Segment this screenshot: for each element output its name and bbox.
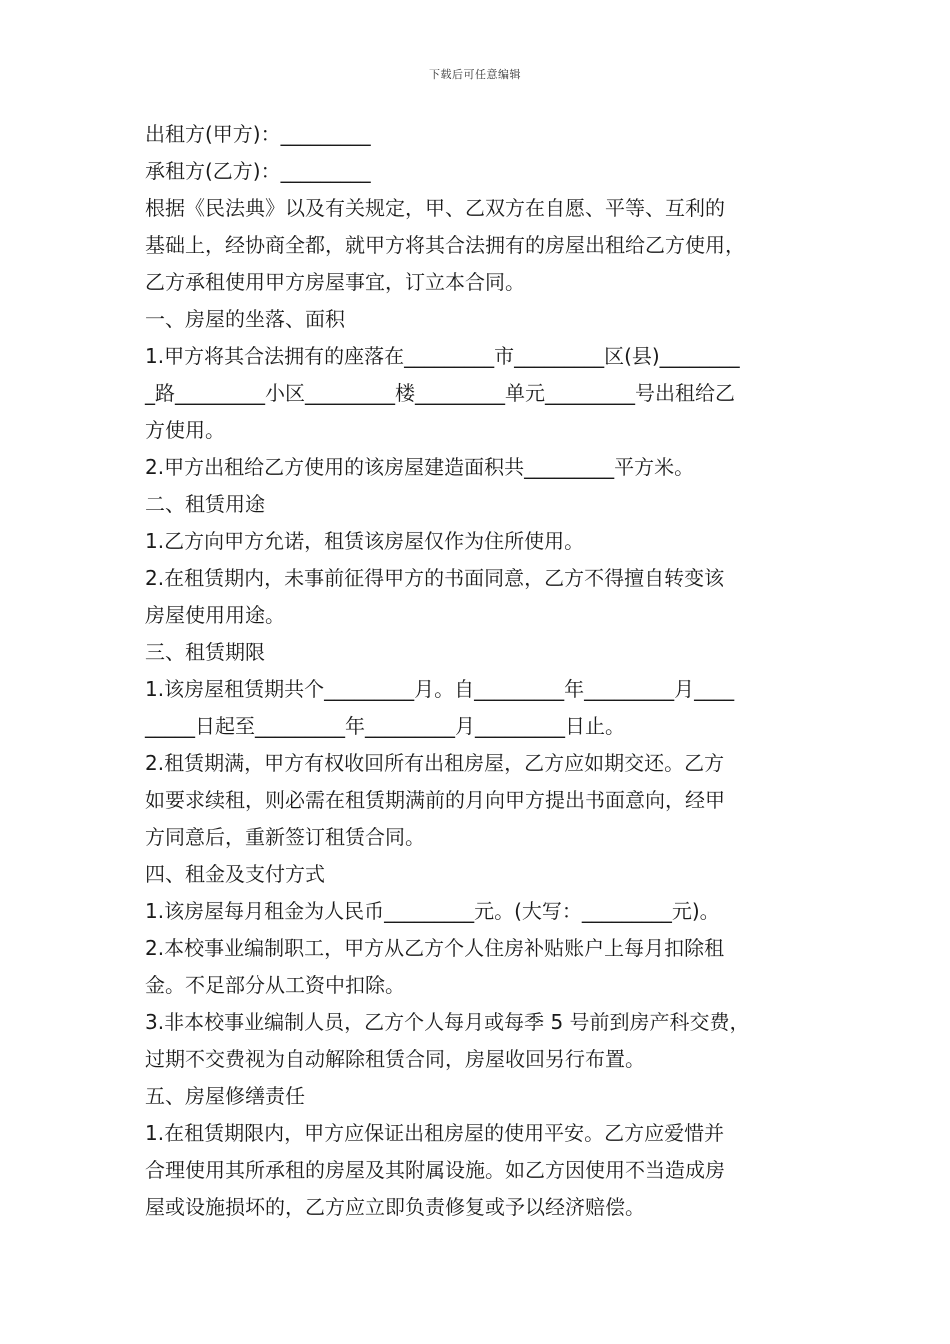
clause-line: 金。不足部分从工资中扣除。	[145, 973, 405, 997]
clause-line: 2.在租赁期内，未事前征得甲方的书面同意，乙方不得擅自转变该	[145, 566, 725, 590]
preamble-line: 乙方承租使用甲方房屋事宜，订立本合同。	[145, 270, 525, 294]
page-header: 下载后可任意编辑	[429, 68, 521, 81]
section-heading: 五、房屋修缮责任	[145, 1084, 305, 1108]
preamble-line: 根据《民法典》以及有关规定，甲、乙双方在自愿、平等、互利的	[145, 196, 725, 220]
clause-line: 2.甲方出租给乙方使用的该房屋建造面积共_________平方米。	[145, 455, 695, 479]
preamble-line: 基础上，经协商全都，就甲方将其合法拥有的房屋出租给乙方使用，	[145, 233, 745, 257]
clause-line: 2.本校事业编制职工，甲方从乙方个人住房补贴账户上每月扣除租	[145, 936, 725, 960]
section-heading: 一、房屋的坐落、面积	[145, 307, 345, 331]
lessor-line: 出租方(甲方)：_________	[145, 122, 371, 146]
clause-line: 方同意后，重新签订租赁合同。	[145, 825, 425, 849]
clause-line: 1.甲方将其合法拥有的座落在_________市_________区(县)________	[145, 344, 740, 368]
clause-line: 合理使用其所承租的房屋及其附属设施。如乙方因使用不当造成房	[145, 1158, 725, 1182]
clause-line: 1.在租赁期限内，甲方应保证出租房屋的使用平安。乙方应爱惜并	[145, 1121, 725, 1145]
section-heading: 二、租赁用途	[145, 492, 265, 516]
clause-line: 方使用。	[145, 418, 225, 442]
clause-line: 房屋使用用途。	[145, 603, 285, 627]
clause-line: 1.该房屋租赁期共个_________月。自_________年_________月____	[145, 677, 735, 701]
clause-line: _____日起至_________年_________月_________日止。	[145, 714, 625, 738]
section-heading: 四、租金及支付方式	[145, 862, 325, 886]
clause-line: 过期不交费视为自动解除租赁合同，房屋收回另行布置。	[145, 1047, 645, 1071]
clause-line: 1.该房屋每月租金为人民币_________元。(大写：_________元)。	[145, 899, 720, 923]
clause-line: _路_________小区_________楼_________单元_________号出租给乙	[145, 381, 735, 405]
clause-line: 2.租赁期满，甲方有权收回所有出租房屋，乙方应如期交还。乙方	[145, 751, 725, 775]
clause-line: 屋或设施损坏的，乙方应立即负责修复或予以经济赔偿。	[145, 1195, 645, 1219]
clause-line: 如要求续租，则必需在租赁期满前的月向甲方提出书面意向，经甲	[145, 788, 725, 812]
contract-body	[145, 116, 825, 1226]
lessee-line: 承租方(乙方)：_________	[145, 159, 371, 183]
clause-line: 1.乙方向甲方允诺，租赁该房屋仅作为住所使用。	[145, 529, 585, 553]
section-heading: 三、租赁期限	[145, 640, 265, 664]
clause-line: 3.非本校事业编制人员，乙方个人每月或每季 5 号前到房产科交费，	[145, 1010, 750, 1034]
